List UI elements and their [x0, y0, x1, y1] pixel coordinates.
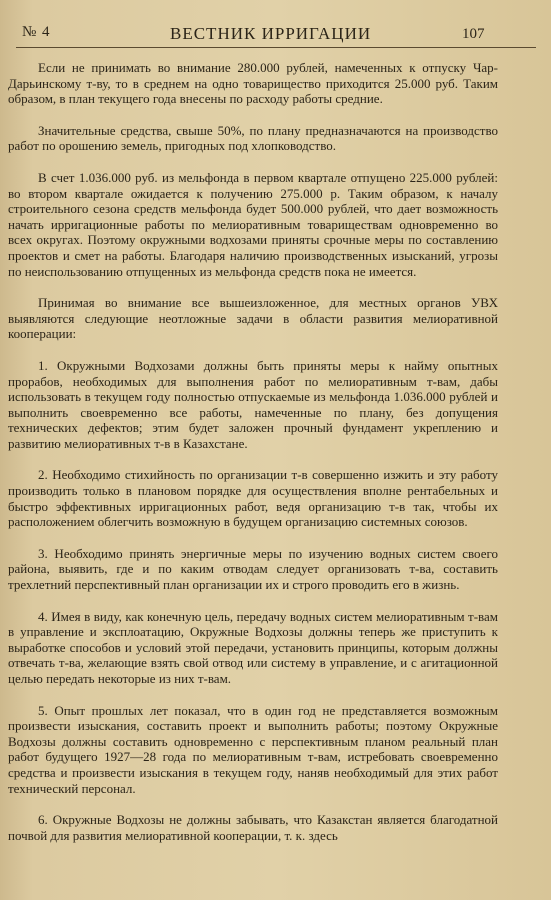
article-body — [8, 60, 498, 843]
task-item-2: 2. Необходимо стихийность по организации т-в совершенно изжить и эту работу производить только в плановом порядке для осуществления вполне рентабельных и быстро эффективных ирригационных работ, ведя организацию т-в так, чтобы их расположением облегчить возможную в будущем организацию системных союзов. — [8, 467, 498, 530]
paragraph: Принимая во внимание все вышеизложенное, для местных органов УВХ выявляются следующие неотложные задачи в области развития мелиоративной кооперации: — [8, 295, 498, 342]
task-item-3: 3. Необходимо принять энергичные меры по изучению водных систем своего района, выявить, где и по каким отводам следует организовать т-ва, составить трехлетний перспективный план организации их и строго проводить его в жизнь. — [8, 545, 498, 593]
paragraph: Значительные средства, свыше 50%, по плану предназначаются на производство работ по орошению земель, пригодных под хлопководство. — [8, 122, 498, 154]
task-item-4: 4. Имея в виду, как конечную цель, передачу водных систем мелиоративным т-вам в управление и эксплоатацию, Окружные Водхозы должны теперь же приступить к выработке способов и условий этой передачи, установить принципы, которым должны отвечать т-ва, желающие взять свой отвод или систему в управление, и с агитационной целью передать некоторые из них т-вам. — [8, 608, 498, 686]
task-item-6: 6. Окружные Водхозы не должны забывать, что Казакстан является благодатной почвой для развития мелиоративной кооперации, т. к. здесь — [8, 812, 498, 843]
running-header — [0, 22, 551, 48]
page-number: 107 — [462, 26, 485, 42]
paragraph: В счет 1.036.000 руб. из мельфонда в первом квартале отпущено 225.000 рублей: во втором квартале ожидается к получению 275.000 р. Таким образом, к началу строительного сезона средств мельфонда будет 500.000 рублей, что дает возможность начать ирригационные работы по мелиоративным товариществам одновременно во всех округах. Поэтому окружными водхозами приняты срочные меры по составлению проектов и смет на работы. Благодаря наличию производственных изысканий, угрозы по неиспользованию отпущенных из мельфонда средств пока не имеется. — [8, 169, 498, 279]
journal-title: ВЕСТНИК ИРРИГАЦИИ — [170, 24, 372, 43]
task-item-1: 1. Окружными Водхозами должны быть приняты меры к найму опытных прорабов, необходимых для выполнения работ по мелиоративным т-вам, дабы использовать в текущем году полностью отпускаемые из мельфонда 1.036.000 рублей и выполнить своевременно все работы, намеченные по плану, без допущения технических дефектов; этим будет заложен прочный фундамент укреплению и развитию мелиоративных т-в в Казахстане. — [8, 357, 498, 451]
header-rule — [16, 47, 536, 48]
paragraph: Если не принимать во внимание 280.000 рублей, намеченных к отпуску Чар-Дарьинскому т-ву, то в среднем на одно товарищество приходится 25.000 руб. Таким образом, в план текущего года внесены по расходу работы средние. — [8, 60, 498, 107]
task-item-5: 5. Опыт прошлых лет показал, что в один год не представляется возможным произвести изыскания, составить проект и выполнить работы; поэтому Окружные Водхозы должны составить одновременно с перспективным планом реальный план работ будущего 1927—28 года по мелиоративным т-вам, истребовать своевременно средства и произвести изыскания в текущем году, наняв необходимый для этих работ технический персонал. — [8, 702, 498, 796]
issue-number: № 4 — [22, 24, 51, 40]
